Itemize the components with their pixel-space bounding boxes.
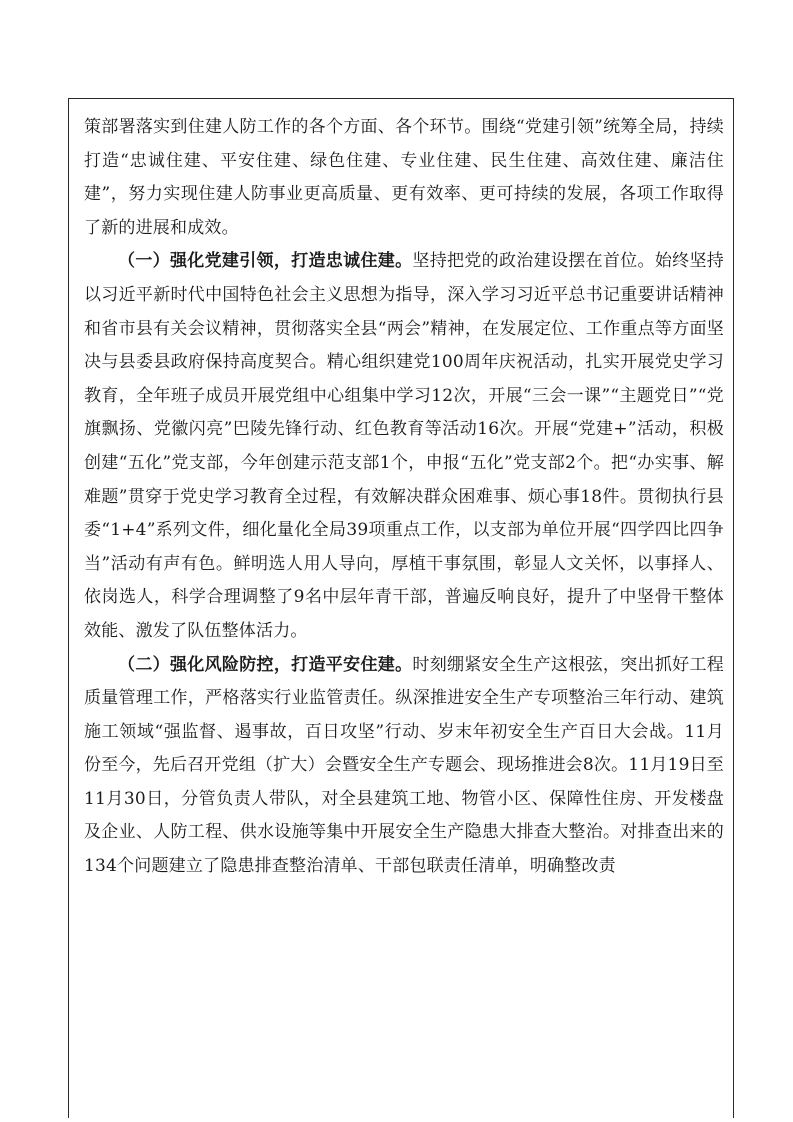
paragraph-text: 策部署落实到住建人防工作的各个方面、各个环节。围绕“党建引领”统筹全局，持续打造“忠诚住建、平安住建、绿色住建、专业住建、民生住建、高效住建、廉洁住建”，努力实现住建人防事业更高质量、更有效率、更可持续的发展，各项工作取得了新的进展和成效。 bbox=[84, 117, 724, 238]
paragraph-intro bbox=[84, 111, 724, 245]
paragraph-text: 时刻绷紧安全生产这根弦，突出抓好工程质量管理工作，严格落实行业监管责任。纵深推进安全生产专项整治三年行动、建筑施工领域“强监督、遏事故，百日攻坚”行动、岁末年初安全生产百日大会战。11月份至今，先后召开党组（扩大）会暨安全生产专题会、现场推进会8次。11月19日至11月30日，分管负责人带队，对全县建筑工地、物管小区、保障性住房、开发楼盘及企业、人防工程、供水设施等集中开展安全生产隐患大排查大整治。对排查出来的134个问题建立了隐患排查整治清单、干部包联责任清单，明确整改责 bbox=[84, 654, 724, 877]
section-heading: （一）强化党建引领，打造忠诚住建。 bbox=[118, 251, 413, 272]
paragraph-text: 坚持把党的政治建设摆在首位。始终坚持以习近平新时代中国特色社会主义思想为指导，深入学习习近平总书记重要讲话精神和省市县有关会议精神，贯彻落实全县“两会”精神，在发展定位、工作重点等方面坚决与县委县政府保持高度契合。精心组织建党100周年庆祝活动，扎实开展党史学习教育，全年班子成员开展党组中心组集中学习12次，开展“三会一课”“主题党日”“党旗飘扬、党徽闪亮”巴陵先锋行动、红色教育等活动16次。开展“党建+”活动，积极创建“五化”党支部，今年创建示范支部1个，申报“五化”党支部2个。把“办实事、解难题”贯穿于党史学习教育全过程，有效解决群众困难事、烦心事18件。贯彻执行县委“1+4”系列文件，细化量化全局39项重点工作，以支部为单位开展“四学四比四争当”活动有声有色。鲜明选人用人导向，厚植干事氛围，彰显人文关怀，以事择人、依岗选人，科学合理调整了9名中层年青干部，普遍反响良好，提升了中坚骨干整体效能、激发了队伍整体活力。 bbox=[84, 251, 724, 641]
section-heading: （二）强化风险防控，打造平安住建。 bbox=[118, 654, 413, 675]
paragraph-section-2 bbox=[84, 649, 724, 884]
paragraph-section-1 bbox=[84, 245, 724, 648]
document-body bbox=[84, 111, 724, 884]
